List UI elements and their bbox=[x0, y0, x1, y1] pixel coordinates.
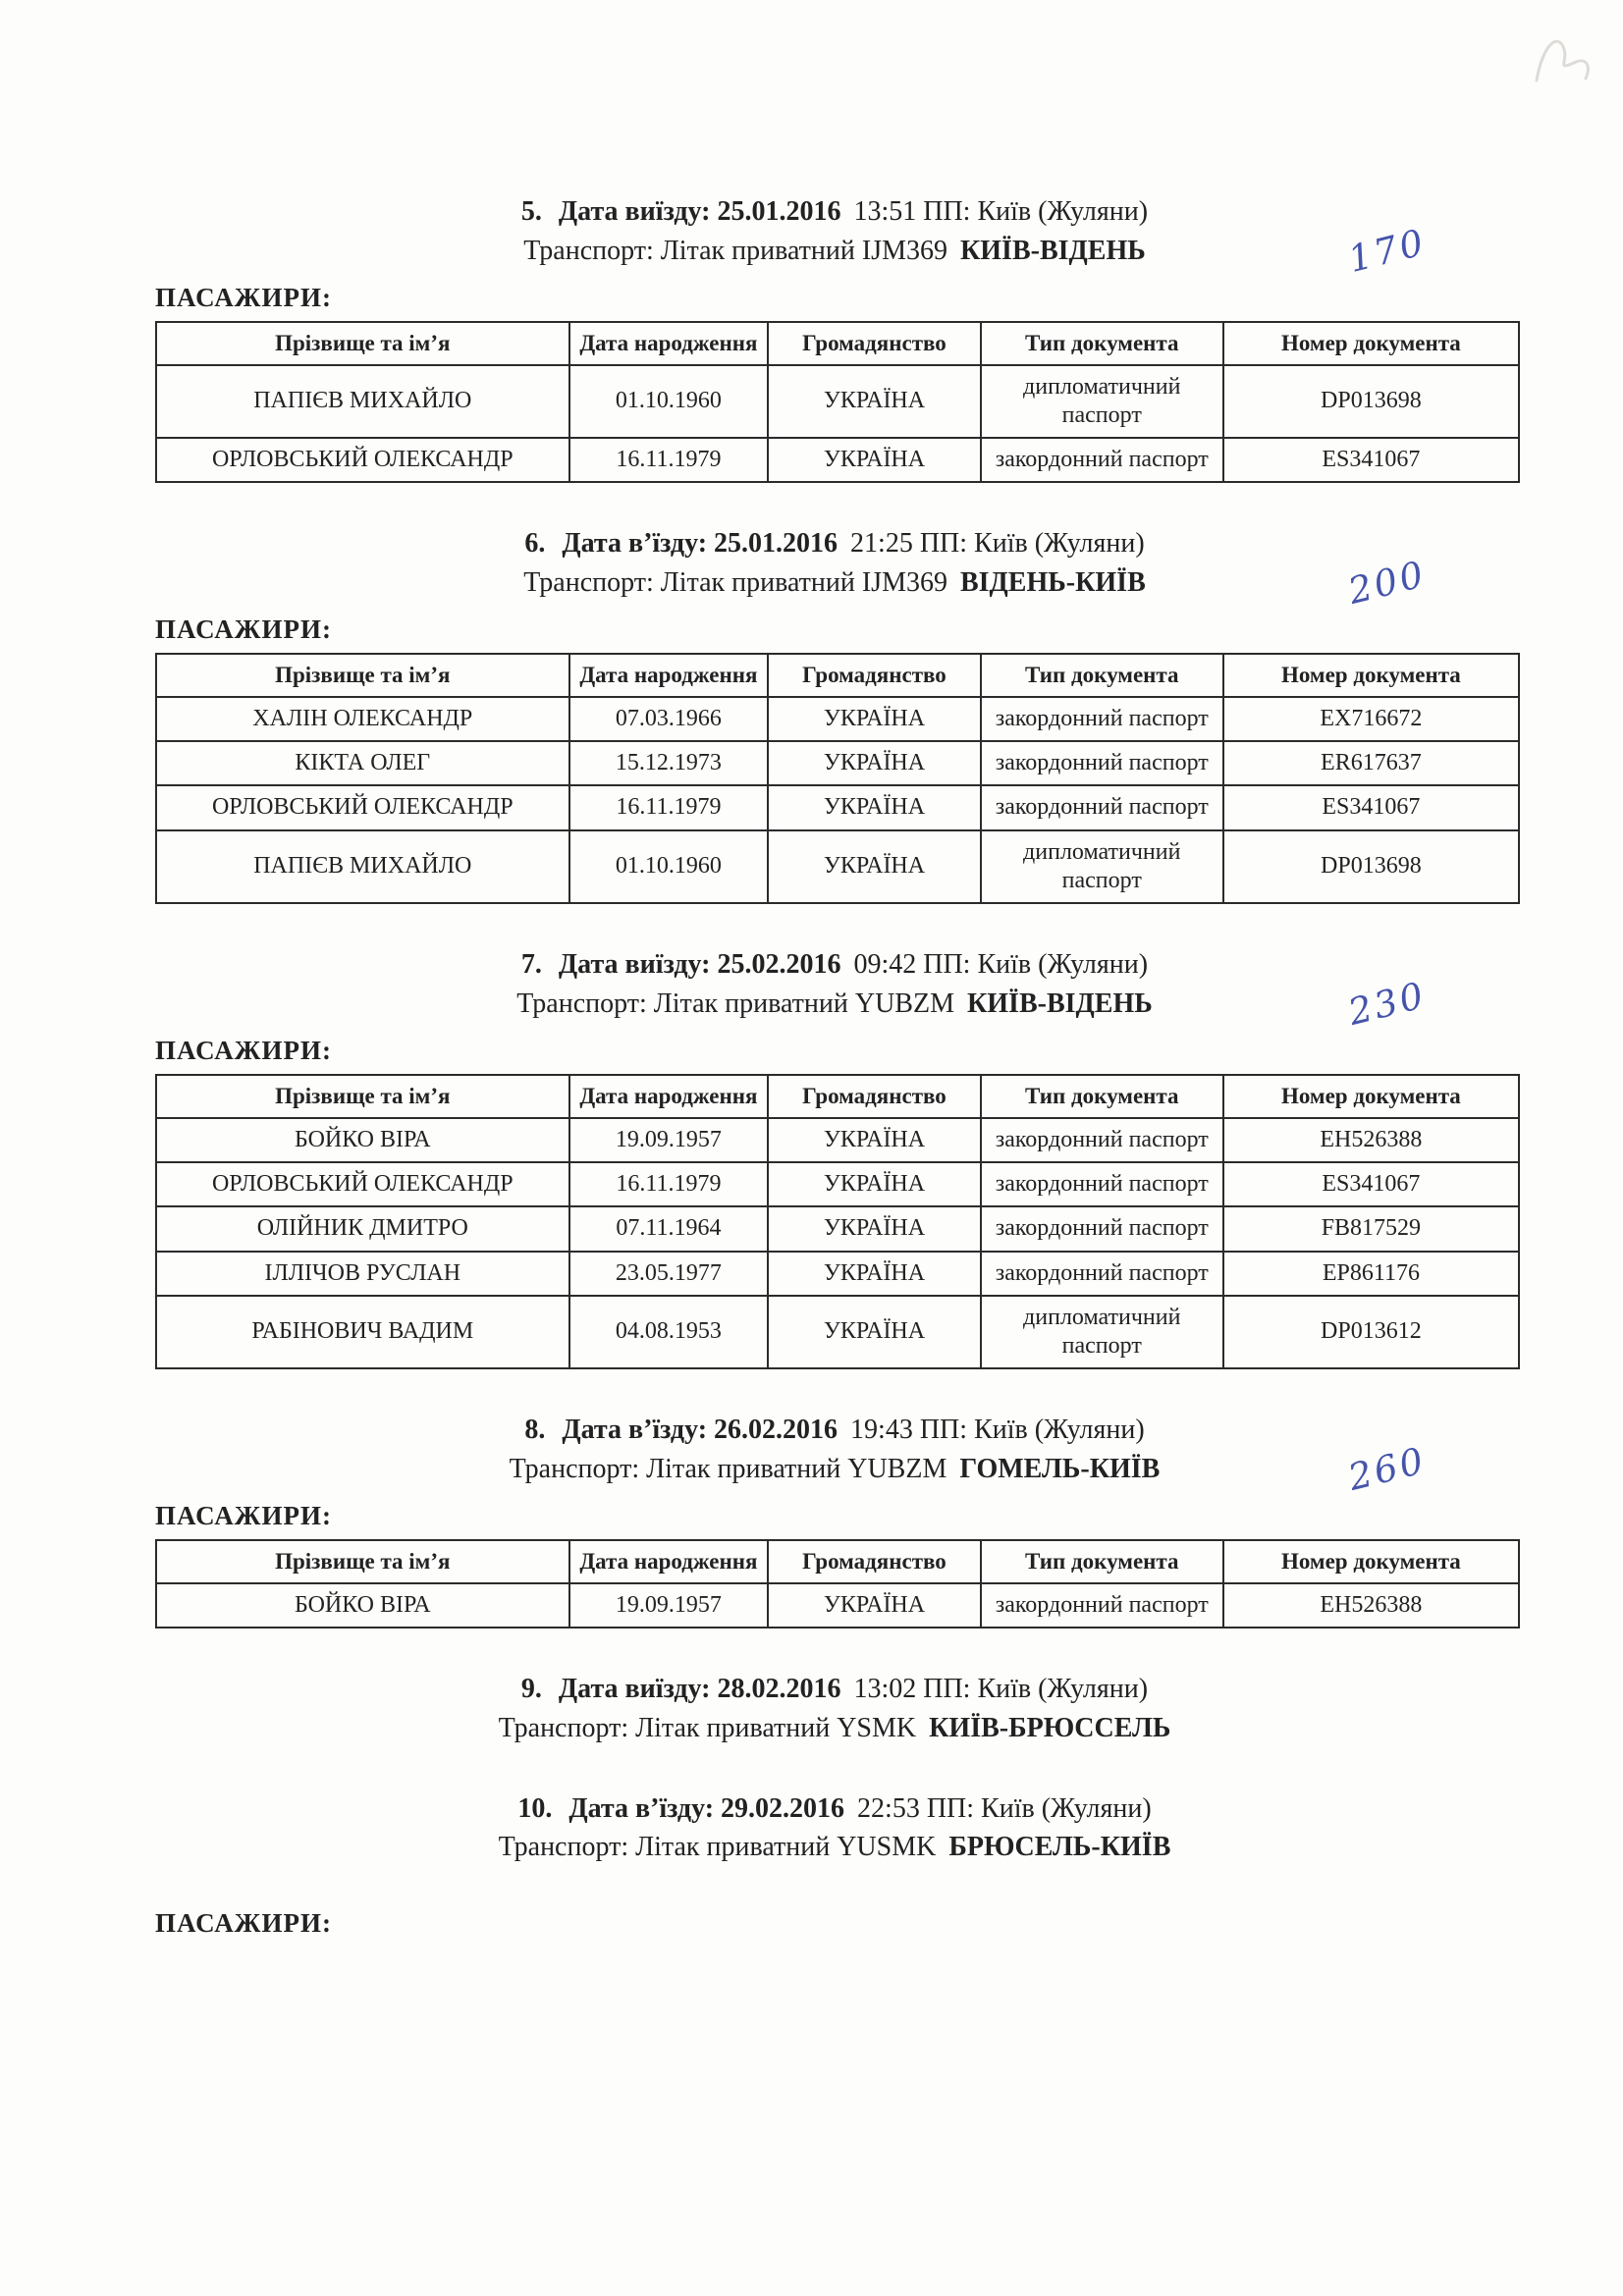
header-birth-date: Дата народження bbox=[569, 1540, 769, 1583]
header-citizenship: Громадянство bbox=[768, 1540, 981, 1583]
cell-doc-number: EX716672 bbox=[1223, 697, 1519, 741]
passenger-row bbox=[156, 365, 1519, 439]
header-citizenship: Громадянство bbox=[768, 1075, 981, 1118]
cell-name: КІКТА ОЛЕГ bbox=[156, 741, 569, 785]
trip-heading bbox=[155, 945, 1520, 985]
trip-transport-line bbox=[155, 232, 1520, 271]
cell-doc-number: ER617637 bbox=[1223, 741, 1519, 785]
route-text: БРЮСЕЛЬ-КИЇВ bbox=[948, 1832, 1171, 1863]
passengers-tbody bbox=[156, 697, 1519, 903]
trip-date-label: Дата виїзду: 25.01.2016 bbox=[558, 196, 841, 227]
cell-name: ОРЛОВСЬКИЙ ОЛЕКСАНДР bbox=[156, 1162, 569, 1206]
passenger-row bbox=[156, 1162, 1519, 1206]
passengers-tbody bbox=[156, 365, 1519, 483]
table-header-row bbox=[156, 1540, 1519, 1583]
header-doc-number: Номер документа bbox=[1223, 654, 1519, 697]
header-citizenship: Громадянство bbox=[768, 322, 981, 365]
passengers-table bbox=[155, 1074, 1520, 1370]
route-text: КИЇВ-БРЮССЕЛЬ bbox=[929, 1712, 1171, 1743]
cell-doc-type: закордонний паспорт bbox=[981, 1162, 1223, 1206]
passengers-label: ПАСАЖИРИ: bbox=[155, 282, 332, 312]
trip-transport-line bbox=[155, 985, 1520, 1024]
header-name: Прізвище та ім’я bbox=[156, 1540, 569, 1583]
cell-doc-type: закордонний паспорт bbox=[981, 785, 1223, 829]
cell-doc-number: ES341067 bbox=[1223, 438, 1519, 482]
trip-number: 8. bbox=[524, 1415, 546, 1446]
trip-section bbox=[155, 945, 1520, 1369]
cell-doc-type: закордонний паспорт bbox=[981, 1583, 1223, 1628]
passengers-footer-label: ПАСАЖИРИ: bbox=[155, 1908, 332, 1939]
route-text: КИЇВ-ВІДЕНЬ bbox=[966, 988, 1153, 1019]
trip-section bbox=[155, 192, 1520, 483]
cell-citizenship: УКРАЇНА bbox=[768, 1162, 981, 1206]
transport-text: Транспорт: Літак приватний YUSMK bbox=[498, 1832, 937, 1863]
cell-name: ОЛІЙНИК ДМИТРО bbox=[156, 1206, 569, 1251]
header-doc-type: Тип документа bbox=[981, 322, 1223, 365]
trip-date-details: 19:43 ПП: Київ (Жуляни) bbox=[850, 1415, 1145, 1446]
cell-doc-type: дипломатичний паспорт bbox=[981, 1296, 1223, 1369]
cell-doc-type: дипломатичний паспорт bbox=[981, 365, 1223, 439]
passengers-block bbox=[155, 614, 1520, 904]
header-doc-type: Тип документа bbox=[981, 1075, 1223, 1118]
transport-text: Транспорт: Літак приватний IJM369 bbox=[523, 235, 947, 266]
cell-birth-date: 19.09.1957 bbox=[569, 1583, 769, 1628]
passengers-label: ПАСАЖИРИ: bbox=[155, 1500, 332, 1530]
passengers-block bbox=[155, 1036, 1520, 1370]
trip-date-details: 21:25 ПП: Київ (Жуляни) bbox=[850, 528, 1145, 560]
cell-doc-number: EH526388 bbox=[1223, 1118, 1519, 1162]
trip-date-label: Дата в’їзду: 25.01.2016 bbox=[562, 528, 839, 560]
cell-citizenship: УКРАЇНА bbox=[768, 365, 981, 439]
trip-date-details: 22:53 ПП: Київ (Жуляни) bbox=[857, 1792, 1152, 1824]
cell-name: ПАПІЄВ МИХАЙЛО bbox=[156, 830, 569, 904]
handwritten-annotation: 230 bbox=[1344, 974, 1432, 1035]
cell-birth-date: 01.10.1960 bbox=[569, 830, 769, 904]
trip-heading bbox=[155, 1411, 1520, 1450]
header-doc-number: Номер документа bbox=[1223, 322, 1519, 365]
cell-doc-type: закордонний паспорт bbox=[981, 1252, 1223, 1296]
passenger-row bbox=[156, 1252, 1519, 1296]
cell-citizenship: УКРАЇНА bbox=[768, 1252, 981, 1296]
passengers-tbody bbox=[156, 1118, 1519, 1369]
passenger-row bbox=[156, 697, 1519, 741]
passenger-row bbox=[156, 438, 1519, 482]
cell-birth-date: 07.11.1964 bbox=[569, 1206, 769, 1251]
header-birth-date: Дата народження bbox=[569, 322, 769, 365]
trip-date-label: Дата виїзду: 28.02.2016 bbox=[558, 1674, 841, 1705]
passengers-label: ПАСАЖИРИ: bbox=[155, 614, 332, 644]
header-name: Прізвище та ім’я bbox=[156, 322, 569, 365]
passengers-table bbox=[155, 321, 1520, 484]
passengers-table bbox=[155, 1539, 1520, 1629]
passengers-tbody bbox=[156, 1583, 1519, 1628]
table-header-row bbox=[156, 322, 1519, 365]
header-name: Прізвище та ім’я bbox=[156, 1075, 569, 1118]
handwritten-annotation: 200 bbox=[1344, 553, 1432, 614]
cell-birth-date: 16.11.1979 bbox=[569, 1162, 769, 1206]
trip-number: 6. bbox=[524, 528, 546, 560]
trip-heading bbox=[155, 1789, 1520, 1829]
trip-number: 10. bbox=[517, 1792, 553, 1824]
cell-birth-date: 01.10.1960 bbox=[569, 365, 769, 439]
cell-citizenship: УКРАЇНА bbox=[768, 1296, 981, 1369]
trip-number: 9. bbox=[520, 1674, 542, 1705]
trip-heading bbox=[155, 524, 1520, 563]
passengers-label: ПАСАЖИРИ: bbox=[155, 1035, 332, 1065]
cell-doc-type: закордонний паспорт bbox=[981, 741, 1223, 785]
trip-heading bbox=[155, 1670, 1520, 1709]
cell-doc-type: закордонний паспорт bbox=[981, 438, 1223, 482]
cell-citizenship: УКРАЇНА bbox=[768, 785, 981, 829]
cell-doc-number: DP013698 bbox=[1223, 830, 1519, 904]
cell-name: ОРЛОВСЬКИЙ ОЛЕКСАНДР bbox=[156, 438, 569, 482]
document-content bbox=[155, 192, 1520, 1947]
passenger-row bbox=[156, 741, 1519, 785]
cell-birth-date: 19.09.1957 bbox=[569, 1118, 769, 1162]
cell-citizenship: УКРАЇНА bbox=[768, 1206, 981, 1251]
handwritten-annotation: 260 bbox=[1344, 1439, 1432, 1500]
cell-name: БОЙКО ВІРА bbox=[156, 1583, 569, 1628]
trip-heading bbox=[155, 192, 1520, 232]
header-citizenship: Громадянство bbox=[768, 654, 981, 697]
cell-citizenship: УКРАЇНА bbox=[768, 741, 981, 785]
passengers-block bbox=[155, 283, 1520, 484]
header-name: Прізвище та ім’я bbox=[156, 654, 569, 697]
cell-doc-number: DP013612 bbox=[1223, 1296, 1519, 1369]
trip-section bbox=[155, 1789, 1520, 1868]
transport-text: Транспорт: Літак приватний YUBZM bbox=[509, 1454, 947, 1485]
passenger-row bbox=[156, 830, 1519, 904]
table-header-row bbox=[156, 1075, 1519, 1118]
trip-date-details: 09:42 ПП: Київ (Жуляни) bbox=[853, 949, 1149, 981]
trip-date-details: 13:02 ПП: Київ (Жуляни) bbox=[853, 1674, 1149, 1705]
cell-birth-date: 23.05.1977 bbox=[569, 1252, 769, 1296]
trip-section bbox=[155, 524, 1520, 904]
trip-date-label: Дата в’їзду: 29.02.2016 bbox=[568, 1792, 845, 1824]
cell-birth-date: 16.11.1979 bbox=[569, 438, 769, 482]
trip-date-label: Дата виїзду: 25.02.2016 bbox=[558, 949, 841, 981]
cell-birth-date: 16.11.1979 bbox=[569, 785, 769, 829]
cell-name: ОРЛОВСЬКИЙ ОЛЕКСАНДР bbox=[156, 785, 569, 829]
cell-citizenship: УКРАЇНА bbox=[768, 438, 981, 482]
cell-doc-type: закордонний паспорт bbox=[981, 1118, 1223, 1162]
route-text: КИЇВ-ВІДЕНЬ bbox=[959, 235, 1146, 266]
header-birth-date: Дата народження bbox=[569, 654, 769, 697]
passenger-row bbox=[156, 1206, 1519, 1251]
trip-transport-line bbox=[155, 1450, 1520, 1489]
trip-number: 7. bbox=[520, 949, 542, 981]
cell-birth-date: 07.03.1966 bbox=[569, 697, 769, 741]
scan-artifact bbox=[1527, 26, 1605, 104]
header-birth-date: Дата народження bbox=[569, 1075, 769, 1118]
sections-list bbox=[155, 192, 1520, 1867]
cell-name: ХАЛІН ОЛЕКСАНДР bbox=[156, 697, 569, 741]
cell-birth-date: 15.12.1973 bbox=[569, 741, 769, 785]
cell-name: РАБІНОВИЧ ВАДИМ bbox=[156, 1296, 569, 1369]
trip-number: 5. bbox=[520, 196, 542, 227]
passenger-row bbox=[156, 1583, 1519, 1628]
cell-name: ПАПІЄВ МИХАЙЛО bbox=[156, 365, 569, 439]
cell-doc-number: DP013698 bbox=[1223, 365, 1519, 439]
header-doc-number: Номер документа bbox=[1223, 1540, 1519, 1583]
cell-doc-number: EH526388 bbox=[1223, 1583, 1519, 1628]
transport-text: Транспорт: Літак приватний YUBZM bbox=[516, 988, 954, 1019]
cell-citizenship: УКРАЇНА bbox=[768, 1118, 981, 1162]
handwritten-annotation: 170 bbox=[1344, 221, 1432, 281]
cell-name: БОЙКО ВІРА bbox=[156, 1118, 569, 1162]
cell-doc-type: закордонний паспорт bbox=[981, 1206, 1223, 1251]
cell-name: ІЛЛІЧОВ РУСЛАН bbox=[156, 1252, 569, 1296]
table-header-row bbox=[156, 654, 1519, 697]
header-doc-type: Тип документа bbox=[981, 654, 1223, 697]
transport-text: Транспорт: Літак приватний IJM369 bbox=[523, 567, 947, 599]
passenger-row bbox=[156, 785, 1519, 829]
trip-transport-line bbox=[155, 1709, 1520, 1748]
cell-citizenship: УКРАЇНА bbox=[768, 697, 981, 741]
cell-citizenship: УКРАЇНА bbox=[768, 830, 981, 904]
transport-text: Транспорт: Літак приватний YSMK bbox=[498, 1712, 917, 1743]
trip-date-label: Дата в’їзду: 26.02.2016 bbox=[562, 1415, 839, 1446]
cell-doc-number: FB817529 bbox=[1223, 1206, 1519, 1251]
cell-doc-number: ES341067 bbox=[1223, 1162, 1519, 1206]
cell-doc-type: закордонний паспорт bbox=[981, 697, 1223, 741]
header-doc-type: Тип документа bbox=[981, 1540, 1223, 1583]
route-text: ВІДЕНЬ-КИЇВ bbox=[959, 567, 1146, 599]
route-text: ГОМЕЛЬ-КИЇВ bbox=[959, 1454, 1161, 1485]
passenger-row bbox=[156, 1118, 1519, 1162]
cell-birth-date: 04.08.1953 bbox=[569, 1296, 769, 1369]
trip-date-details: 13:51 ПП: Київ (Жуляни) bbox=[853, 196, 1149, 227]
header-doc-number: Номер документа bbox=[1223, 1075, 1519, 1118]
passengers-table bbox=[155, 653, 1520, 904]
passenger-row bbox=[156, 1296, 1519, 1369]
cell-doc-number: ES341067 bbox=[1223, 785, 1519, 829]
cell-doc-number: EP861176 bbox=[1223, 1252, 1519, 1296]
cell-citizenship: УКРАЇНА bbox=[768, 1583, 981, 1628]
cell-doc-type: дипломатичний паспорт bbox=[981, 830, 1223, 904]
trip-transport-line bbox=[155, 563, 1520, 603]
passengers-block bbox=[155, 1501, 1520, 1629]
trip-section bbox=[155, 1411, 1520, 1629]
trip-section bbox=[155, 1670, 1520, 1748]
trip-transport-line bbox=[155, 1828, 1520, 1867]
